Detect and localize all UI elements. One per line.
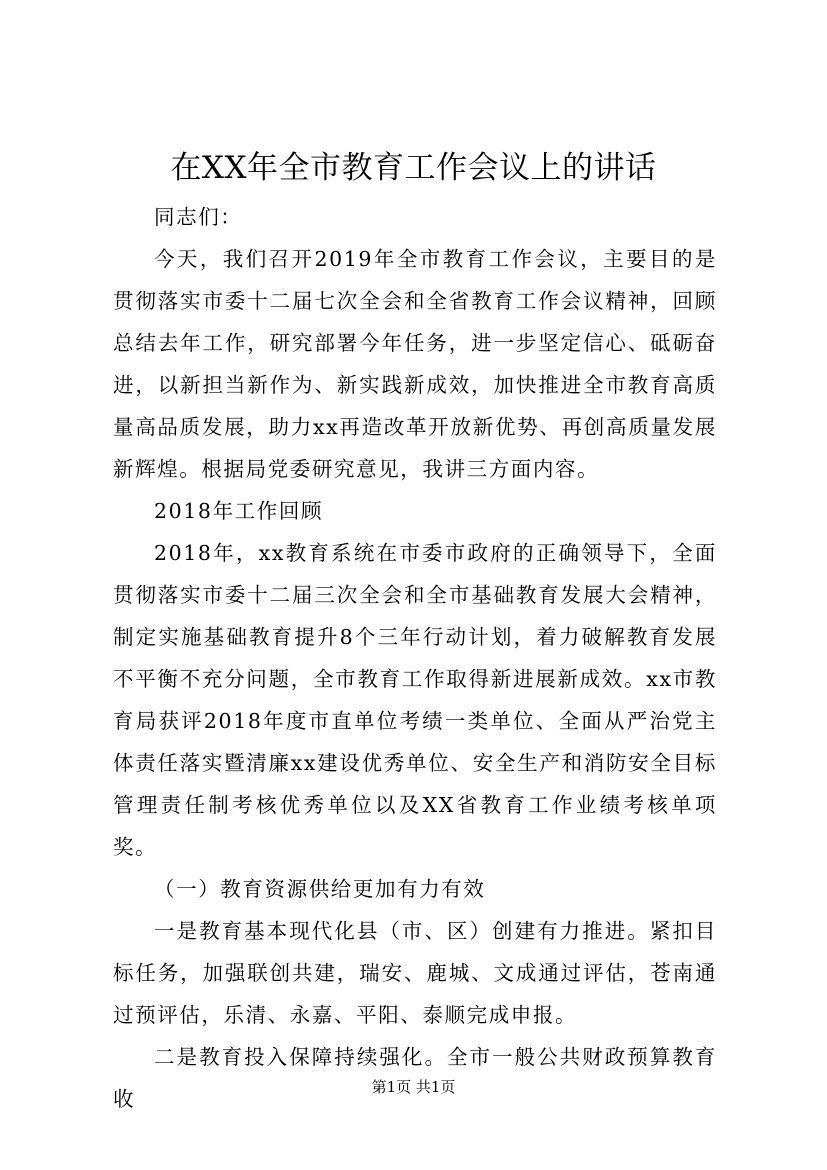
salutation-paragraph: 同志们： [154,205,243,229]
point-one-paragraph: 一是教育基本现代化县（市、区）创建有力推进。紧扣目标任务，加强联创共建，瑞安、鹿城、文成通过评估，苍南通过预评估，乐清、永嘉、平阳、泰顺完成申报。 [113,919,717,1027]
document-body [113,196,717,1120]
section-heading-review: 2018年工作回顾 [154,499,324,523]
review-paragraph: 2018年，xx教育系统在市委市政府的正确领导下，全面贯彻落实市委十二届三次全会和全市基础教育发展大会精神，制定实施基础教育提升8个三年行动计划，着力破解教育发展不平衡不充分问题，全市教育工作取得新进展新成效。xx市教育局获评2018年度市直单位考绩一类单位、全面从严治党主体责任落实暨清廉xx建设优秀单位、安全生产和消防安全目标管理责任制考核优秀单位以及XX省教育工作业绩考核单项奖。 [113,541,717,859]
page-footer: 第1页 共1页 [371,1078,456,1096]
subsection-heading-resources: （一）教育资源供给更加有力有效 [154,877,486,901]
intro-paragraph: 今天，我们召开2019年全市教育工作会议，主要目的是贯彻落实市委十二届七次全会和全省教育工作会议精神，回顾总结去年工作，研究部署今年任务，进一步坚定信心、砥砺奋进，以新担当新作为、新实践新成效，加快推进全市教育高质量高品质发展，助力xx再造改革开放新优势、再创高质量发展新辉煌。根据局党委研究意见，我讲三方面内容。 [113,247,717,481]
document-title: 在XX年全市教育工作会议上的讲话 [170,150,657,186]
point-two-paragraph: 二是教育投入保障持续强化。全市一般公共财政预算教育收 [113,1045,717,1111]
